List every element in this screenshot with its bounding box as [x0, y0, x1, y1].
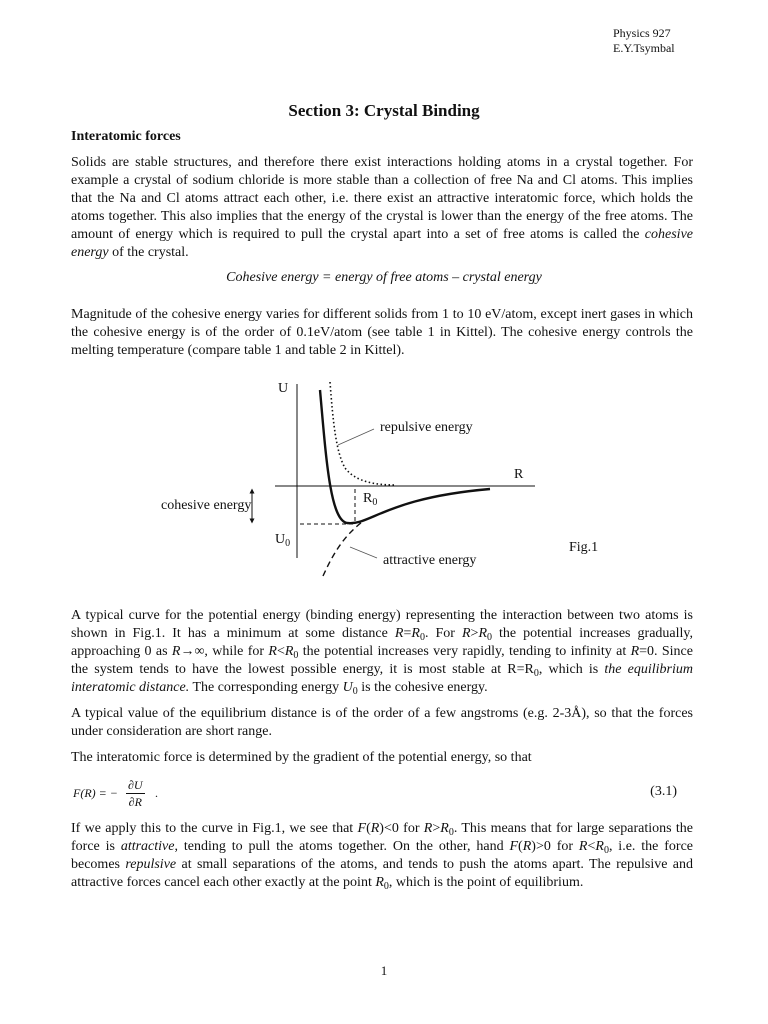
potential-energy-figure — [0, 372, 768, 592]
equation-lhs: F(R) = − — [73, 786, 118, 800]
course-name: Physics 927 — [613, 26, 671, 40]
paragraph-magnitude: Magnitude of the cohesive energy varies for different solids from 1 to 10 eV/atom, except inert gases in which the cohesive energy is of the order of 0.1eV/atom (see table 1 in Kittel). The cohesive energy controls the melting temperature (compare table 1 and table 2 in Kittel). — [71, 307, 693, 358]
r0-label: $R_0$ — [363, 491, 378, 508]
paragraph-force-sign: If we apply this to the curve in Fig.1, we see that F(R)<0 for $R>R_0$. This means that for large separations the force is attractive, tending to pull the atoms together. On the other, hand F(R)>0 for $R<R_0$, i.e. the force becomes repulsive at small separations of the atoms, and tends to push the atoms apart. The repulsive and attractive forces cancel each other exactly at the point $R_0$, which is the point of equilibrium. — [71, 821, 694, 892]
cohesive-energy-formula: Cohesive energy = energy of free atoms – crystal energy — [226, 270, 542, 285]
repulsive-energy-label: repulsive energy — [380, 420, 473, 435]
author-name: E.Y.Tsymbal — [613, 41, 675, 55]
equation-dot: . — [155, 786, 158, 800]
paragraph-force-intro: The interatomic force is determined by the gradient of the potential energy, so that — [71, 750, 532, 765]
paragraph-intro: Solids are stable structures, and therefore there exist interactions holding atoms in a crystal together. For example a crystal of sodium chloride is more stable than a collection of free Na and Cl atoms. This implies that the Na and Cl atoms attract each other, i.e. there exist an attractive interatomic force, which holds the atoms together. This also implies that the energy of the crystal is lower than the energy of the free atoms. The amount of energy which is required to pull the crystal apart into a set of free atoms is called the cohesive energy of the crystal. — [71, 155, 693, 260]
paragraph-equilibrium-distance: A typical value of the equilibrium distance is of the order of a few angstroms (e.g. 2-3Å), so that the forces under consideration are short range. — [71, 706, 693, 739]
page-number: 1 — [380, 963, 388, 978]
x-axis-label: R — [514, 467, 524, 482]
attractive-energy-curve — [323, 522, 362, 576]
section-title: Section 3: Crystal Binding — [288, 101, 480, 120]
y-axis-label: U — [278, 381, 289, 396]
figure-caption: Fig.1 — [569, 540, 599, 555]
cohesive-energy-label: cohesive energy — [161, 498, 252, 513]
potential-energy-curve — [320, 390, 490, 523]
equation-3-1 — [71, 778, 693, 818]
attractive-leader-line — [350, 547, 377, 558]
equation-numerator: ∂U — [128, 778, 143, 792]
paragraph-potential-curve: A typical curve for the potential energy (binding energy) representing the interaction between two atoms is shown in Fig.1. It has a minimum at some distance $R=R_0$. For $R>R_0$ the potential increases gradually, approaching 0 as R→∞, while for $R<R_0$ the potential increases very rapidly, tending to infinity at R=0. Since the system tends to have the lowest possible energy, it is most stable at $R=R_0$, which is the equilibrium interatomic distance. The corresponding energy $U_0$ is the cohesive energy. — [71, 608, 694, 697]
subheading: Interatomic forces — [71, 129, 181, 144]
equation-fraction — [126, 778, 145, 810]
u0-label: $U_0$ — [275, 532, 291, 549]
repulsive-leader-line — [338, 429, 374, 445]
equation-denominator: ∂R — [128, 795, 142, 809]
page-header — [613, 26, 675, 56]
equation-number: (3.1) — [650, 784, 677, 799]
attractive-energy-label: attractive energy — [383, 553, 477, 568]
